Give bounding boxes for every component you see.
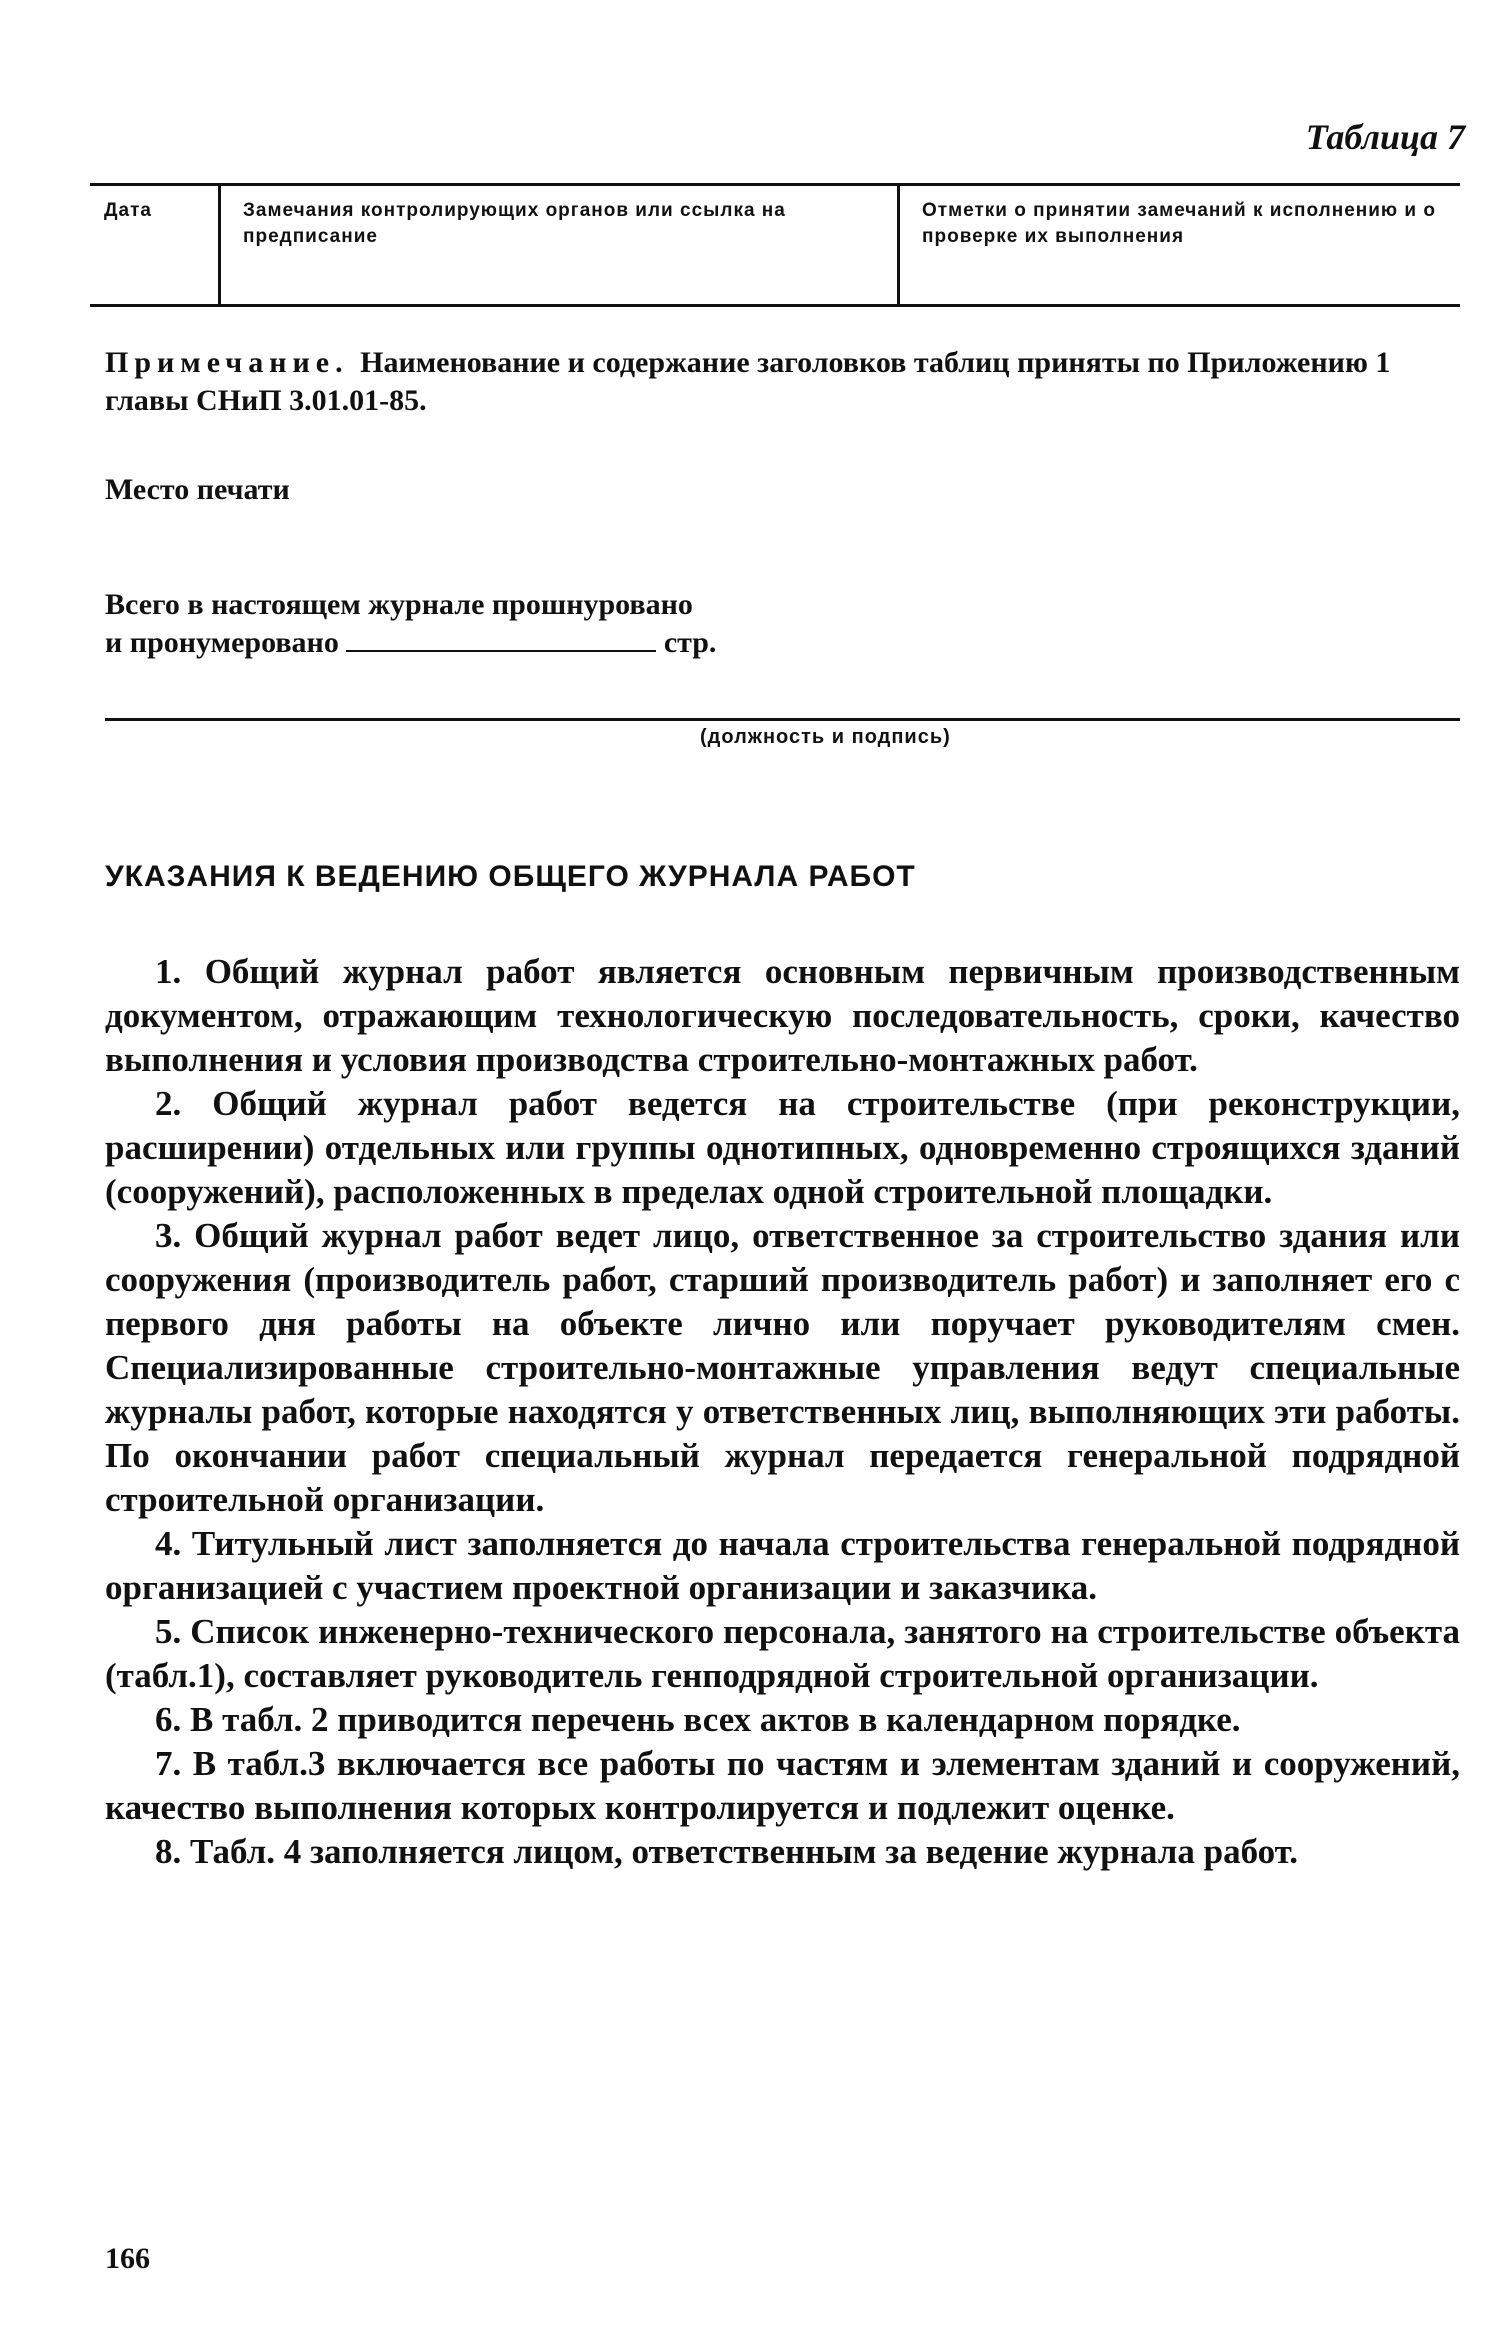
paragraph: 8. Табл. 4 заполняется лицом, ответственным за ведение журнала работ. [155,1832,1298,1871]
table-header-row [90,185,1460,306]
total-line-2 [105,624,716,662]
total-line-2-prefix: и пронумеровано [105,626,339,659]
signature-caption: (должность и подпись) [700,726,951,748]
note [105,344,1460,420]
page-count-blank [346,624,656,652]
total-pages-statement [105,586,716,662]
table-caption: Таблица 7 [1305,117,1465,157]
paragraph: 5. Список инженерно-технического персонала, занятого на строительстве объекта (табл.1), составляет руководитель генподрядной строительной организации. [105,1612,1460,1695]
paragraph: 6. В табл. 2 приводится перечень всех актов в календарном порядке. [155,1700,1241,1739]
instructions-body [105,950,1460,1874]
note-text: Наименование и содержание заголовков таблиц приняты по Приложению 1 главы СНиП 3.01.01-85. [105,346,1391,417]
paragraph: 7. В табл.3 включается все работы по частям и элементам зданий и сооружений, качество выполнения которых контролируется и подлежит оценке. [105,1744,1460,1827]
total-line-2-suffix: стр. [663,626,717,659]
paragraph: 4. Титульный лист заполняется до начала строительства генеральной подрядной организацией с участием проектной организации и заказчика. [105,1524,1460,1607]
header-remarks: Замечания контролирующих органов или ссылка на предписание [220,185,899,306]
note-label: Примечание. [105,346,349,379]
header-date: Дата [90,185,220,306]
stamp-place: Место печати [105,473,290,506]
section-heading: УКАЗАНИЯ К ВЕДЕНИЮ ОБЩЕГО ЖУРНАЛА РАБОТ [105,860,916,893]
page-number: 166 [105,2242,150,2275]
paragraph: 3. Общий журнал работ ведет лицо, ответственное за строительство здания или сооружения (производитель работ, старший производитель работ) и заполняет его с первого дня работы на объекте лично или поручает руководителям смен. Специализированные строительно-монтажные управления ведут специальные журналы работ, которые находятся у ответственных лиц, выполняющих эти работы. По окончании работ специальный журнал передается генеральной подрядной строительной организации. [105,1216,1460,1519]
paragraph: 1. Общий журнал работ является основным первичным производственным документом, отражающим технологическую последовательность, сроки, качество выполнения и условия производства строительно-монтажных работ. [105,952,1460,1079]
signature-line [105,718,1460,721]
journal-table [90,183,1460,307]
paragraph: 2. Общий журнал работ ведется на строительстве (при реконструкции, расширении) отдельных или группы однотипных, одновременно строящихся зданий (сооружений), расположенных в пределах одной строительной площадки. [105,1084,1460,1211]
header-acceptance-marks: Отметки о принятии замечаний к исполнению и о проверке их выполнения [899,185,1461,306]
total-line-1: Всего в настоящем журнале прошнуровано [105,588,693,621]
